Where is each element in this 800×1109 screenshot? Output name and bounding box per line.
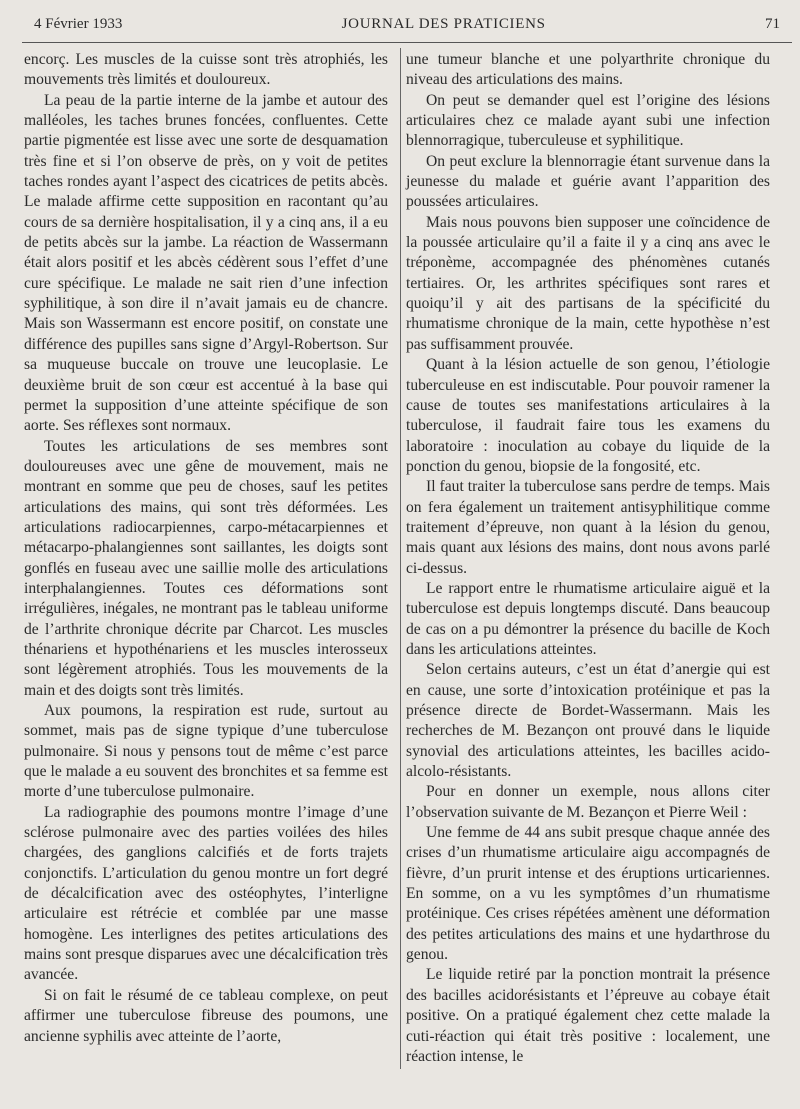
paragraph: La radiographie des poumons montre l’image d’une sclérose pulmonaire avec des parties voilées des hiles chargées, des ganglions calcifiés et de forts trajets conjonctifs. L’articulation du genou montre un fort degré de décalcification avec des ostéophytes, l’interligne articulaire est rétrécie et comblée par une masse homogène. Les interlignes des petites articulations des mains sont presque disparues avec une décalcification très avancée. bbox=[24, 803, 388, 984]
paragraph: Le rapport entre le rhumatisme articulaire aiguë et la tuberculose est depuis longtemps discuté. Dans beaucoup de cas on a pu démontrer la présence du bacille de Koch dans les articulations atteintes. bbox=[406, 579, 770, 658]
paragraph: Mais nous pouvons bien supposer une coïncidence de la poussée articulaire qu’il a faite il y a cinq ans avec le tréponème, accompagnée des phénomènes cutanés tertiaires. Or, les arthrites spécifiques sont rares et quoiqu’il y ait des partisans de la spécificité du rhumatisme chronique de la main, cette hypothèse n’est pas suffisamment prouvée. bbox=[406, 213, 770, 353]
paragraph: Selon certains auteurs, c’est un état d’anergie qui est en cause, une sorte d’intoxication protéinique et pas la présence directe de Bordet-Wassermann. Mais les recherches de M. Bezançon ont prouvé dans le liquide synovial des articulations atteintes, les bacilles acido-alcolo-résistants. bbox=[406, 661, 770, 781]
right-column bbox=[406, 50, 770, 1067]
paragraph: encorç. Les muscles de la cuisse sont très atrophiés, les mouvements très limités et douloureux. bbox=[24, 51, 388, 89]
column-divider bbox=[400, 48, 401, 1069]
header-date: 4 Février 1933 bbox=[34, 16, 123, 32]
paragraph: Une femme de 44 ans subit presque chaque année des crises d’un rhumatisme articulaire aigu accompagnés de fièvre, d’un prurit intense et des éruptions urticariennes. En somme, on a vu les symptômes d’un rhumatisme protéinique. Ces crises répétées amènent une déformation des petites articulations des mains et une hydarthrose du genou. bbox=[406, 824, 770, 964]
paragraph: Si on fait le résumé de ce tableau complexe, on peut affirmer une tuberculose fibreuse des poumons, une ancienne syphilis avec atteinte de l’aorte, bbox=[24, 986, 388, 1045]
journal-title: JOURNAL DES PRATICIENS bbox=[341, 16, 546, 32]
header-rule bbox=[22, 42, 792, 43]
left-column bbox=[24, 50, 388, 1047]
paragraph: On peut exclure la blennorragie étant survenue dans la jeunesse du malade et guérie avant l’apparition des poussées articulaires. bbox=[406, 152, 770, 211]
page-number: 71 bbox=[764, 16, 780, 32]
page-header bbox=[34, 16, 780, 38]
paragraph: La peau de la partie interne de la jambe et autour des malléoles, les taches brunes foncées, confluentes. Cette partie pigmentée est lisse avec une sorte de desquamation très fine et si l’on observe de près, on y voit de petites taches rondes ayant l’aspect des cicatrices de petits abcès. Le malade affirme cette supposition en racontant qu’au cours de sa dernière hospitalisation, il y a cinq ans, il a eu de petits abcès sur la jambe. La réaction de Wassermann était alors positif et les abcès cédèrent sous l’effet d’une cure spécifique. Le malade ne sait rien d’une infection syphilitique, à son dire il n’avait jamais eu de chancre. Mais son Wassermann est encore positif, on constate une différence des pupilles sans signe d’Argyl-Robertson. Sur sa muqueuse buccale on trouve une leucoplasie. Le deuxième bruit de son cœur est accentué à la base qui permet la supposition d’une atteinte spécifique de son aorte. Ses réflexes sont normaux. bbox=[24, 91, 388, 435]
paragraph: Toutes les articulations de ses membres sont douloureuses avec une gêne de mouvement, mais ne montrant en somme que peu de choses, sauf les petites articulations des mains, qui sont très déformées. Les articulations radiocarpiennes, carpo-métacarpiennes et métacarpo-phalangiennes sont saillantes, les doigts sont gonflés en fuseau avec une saillie molle des articulations interphalangiennes. Toutes ces déformations sont irrégulières, inégales, ne montrant pas le tableau uniforme de l’arthrite chronique décrite par Charcot. Les muscles thénariens et hypothénariens et les muscles interosseux sont légèrement atrophiés. Tous les mouvements de la main et des doigts sont très limités. bbox=[24, 437, 388, 699]
paragraph: Quant à la lésion actuelle de son genou, l’étiologie tuberculeuse en est indiscutable. Pour pouvoir ramener la cause de toutes ses manifestations articulaires à la tuberculose, il faudrait faire tous les examens du laboratoire : inoculation au cobaye du liquide de la ponction du genou, biopsie de la fongosité, etc. bbox=[406, 356, 770, 475]
paragraph: une tumeur blanche et une polyarthrite chronique du niveau des articulations des mains. bbox=[406, 51, 770, 89]
paragraph: Pour en donner un exemple, nous allons citer l’observation suivante de M. Bezançon et Pierre Weil : bbox=[406, 783, 770, 821]
paragraph: Aux poumons, la respiration est rude, surtout au sommet, mais pas de signe typique d’une tuberculose pulmonaire. Si nous y pensons tout de même c’est parce que le malade a eu souvent des bronchites et sa femme est morte d’une tuberculose pulmonaire. bbox=[24, 702, 388, 801]
paragraph: On peut se demander quel est l’origine des lésions articulaires chez ce malade ayant subi une infection blennorragique, tuberculeuse et syphilitique. bbox=[406, 91, 770, 150]
paragraph: Il faut traiter la tuberculose sans perdre de temps. Mais on fera également un traitement antisyphilitique comme traitement d’épreuve, non quant à la lésion du genou, mais quant aux lésions des mains, dont nous avons parlé ci-dessus. bbox=[406, 478, 770, 577]
paragraph: Le liquide retiré par la ponction montrait la présence des bacilles acidorésistants et l’épreuve au cobaye était positive. On a pratiqué également chez cette malade la cuti-réaction qui était très positive : localement, une réaction intense, le bbox=[406, 966, 770, 1065]
